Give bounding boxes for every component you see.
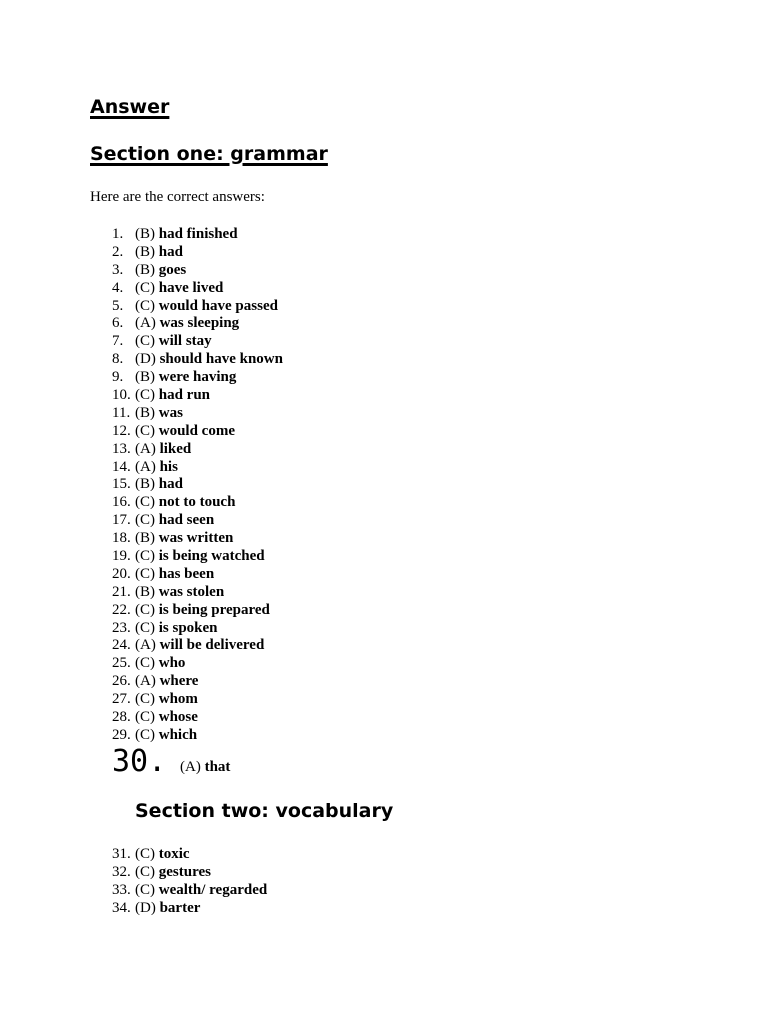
answer-number: 26. bbox=[112, 673, 131, 690]
answer-item bbox=[112, 530, 283, 548]
answer-text: had run bbox=[158, 387, 211, 404]
answer-text: was bbox=[158, 404, 183, 421]
answer-item bbox=[112, 405, 283, 423]
answer-item bbox=[112, 512, 283, 530]
answer-item bbox=[112, 691, 283, 709]
answer-item bbox=[112, 548, 283, 566]
answer-text: had bbox=[158, 476, 183, 493]
answer-choice: (B) bbox=[135, 226, 155, 242]
answer-text: had seen bbox=[158, 512, 215, 529]
answer-item bbox=[112, 602, 283, 620]
answer-choice: (A) bbox=[180, 759, 201, 775]
answer-item bbox=[112, 333, 283, 351]
answer-item bbox=[112, 244, 283, 262]
answer-choice: (C) bbox=[135, 846, 155, 862]
answer-choice: (C) bbox=[135, 387, 155, 404]
answer-choice: (C) bbox=[135, 709, 155, 726]
answer-number: 21. bbox=[112, 583, 131, 600]
answer-text: goes bbox=[158, 261, 187, 278]
answer-number: 5. bbox=[112, 297, 124, 314]
answer-item bbox=[112, 423, 283, 441]
answer-choice: (B) bbox=[135, 369, 155, 386]
answer-choice: (C) bbox=[135, 881, 155, 898]
answer-text: should have known bbox=[159, 351, 283, 368]
answer-number: 29. bbox=[112, 726, 131, 743]
answer-text: that bbox=[204, 759, 231, 775]
answer-choice: (C) bbox=[135, 333, 155, 350]
answer-text: was stolen bbox=[158, 583, 225, 600]
answer-item bbox=[112, 441, 283, 459]
answer-item bbox=[112, 673, 283, 691]
answer-text: which bbox=[158, 726, 198, 743]
answer-number: 7. bbox=[112, 333, 124, 350]
answer-text: is spoken bbox=[158, 619, 218, 636]
answer-choice: (B) bbox=[135, 476, 155, 493]
answer-choice: (C) bbox=[135, 297, 155, 314]
answer-number: 32. bbox=[112, 863, 131, 880]
answer-text: will stay bbox=[158, 333, 212, 350]
answer-item bbox=[112, 655, 283, 673]
answer-number: 14. bbox=[112, 458, 131, 475]
answer-item bbox=[112, 262, 283, 280]
answer-number: 4. bbox=[112, 279, 124, 296]
answer-text: his bbox=[159, 458, 178, 475]
answer-text: was written bbox=[158, 530, 234, 547]
answer-text: who bbox=[158, 655, 186, 672]
answer-number: 16. bbox=[112, 494, 131, 511]
answer-choice: (C) bbox=[135, 726, 155, 743]
answer-item bbox=[112, 476, 283, 494]
answer-item bbox=[112, 298, 283, 316]
answer-item bbox=[112, 459, 283, 477]
answer-text: not to touch bbox=[158, 494, 236, 511]
answer-item bbox=[112, 709, 283, 727]
answer-text: toxic bbox=[158, 846, 190, 862]
answer-text: had finished bbox=[158, 226, 238, 242]
answer-item bbox=[112, 864, 267, 882]
answer-number: 18. bbox=[112, 530, 131, 547]
answer-text: whose bbox=[158, 709, 198, 726]
answer-choice: (B) bbox=[135, 243, 155, 260]
answer-number: 25. bbox=[112, 655, 131, 672]
answer-number: 31. bbox=[112, 846, 131, 862]
answer-item-30 bbox=[112, 744, 230, 784]
answer-item bbox=[112, 846, 267, 864]
answer-text: where bbox=[159, 673, 199, 690]
answer-choice: (C) bbox=[135, 279, 155, 296]
answer-choice: (C) bbox=[135, 422, 155, 439]
answer-choice: (C) bbox=[135, 548, 155, 565]
answer-item bbox=[112, 369, 283, 387]
answer-choice: (B) bbox=[135, 261, 155, 278]
section-one-answer-list bbox=[112, 226, 283, 745]
answer-text: wealth/ regarded bbox=[158, 881, 268, 898]
answer-number: 23. bbox=[112, 619, 131, 636]
answer-choice: (D) bbox=[135, 351, 156, 368]
answer-number: 11. bbox=[112, 404, 131, 421]
answer-item bbox=[112, 351, 283, 369]
answer-choice: (C) bbox=[135, 494, 155, 511]
answer-choice: (A) bbox=[135, 440, 156, 457]
answer-text: liked bbox=[159, 440, 192, 457]
section-two-answer-list bbox=[112, 846, 267, 918]
answer-text: would have passed bbox=[158, 297, 278, 314]
answer-number: 10. bbox=[112, 387, 131, 404]
answer-number: 28. bbox=[112, 709, 131, 726]
answer-choice: (C) bbox=[135, 619, 155, 636]
answer-text: will be delivered bbox=[159, 637, 265, 654]
answer-number: 19. bbox=[112, 548, 131, 565]
answer-item bbox=[112, 900, 267, 918]
answer-item bbox=[112, 584, 283, 602]
answer-number: 8. bbox=[112, 351, 124, 368]
answer-item bbox=[112, 727, 283, 745]
answer-heading: Answer bbox=[90, 96, 170, 118]
answer-text: were having bbox=[158, 369, 237, 386]
answer-choice: (B) bbox=[135, 404, 155, 421]
answer-text: whom bbox=[158, 691, 198, 708]
answer-number: 30. bbox=[112, 744, 167, 779]
answer-number: 34. bbox=[112, 899, 131, 916]
answer-text: has been bbox=[158, 565, 215, 582]
answer-choice: (A) bbox=[135, 458, 156, 475]
answer-text: was sleeping bbox=[159, 315, 240, 332]
section-two-title: Section two: vocabulary bbox=[135, 800, 394, 822]
answer-number: 3. bbox=[112, 261, 124, 278]
answer-choice: (D) bbox=[135, 899, 156, 916]
answer-item bbox=[112, 315, 283, 333]
answer-text: is being prepared bbox=[158, 601, 270, 618]
answer-number: 15. bbox=[112, 476, 131, 493]
answer-text: had bbox=[158, 243, 183, 260]
answer-item bbox=[112, 226, 283, 244]
section-one-title: Section one: grammar bbox=[90, 143, 328, 165]
answer-text: is being watched bbox=[158, 548, 265, 565]
answer-item bbox=[112, 566, 283, 584]
answer-choice: (A) bbox=[135, 315, 156, 332]
answer-item bbox=[112, 882, 267, 900]
answer-choice: (C) bbox=[135, 863, 155, 880]
answer-number: 20. bbox=[112, 565, 131, 582]
answer-number: 13. bbox=[112, 440, 131, 457]
answer-item bbox=[112, 494, 283, 512]
intro-text: Here are the correct answers: bbox=[90, 189, 265, 205]
answer-choice: (C) bbox=[135, 601, 155, 618]
answer-number: 12. bbox=[112, 422, 131, 439]
answer-item bbox=[112, 280, 283, 298]
answer-choice: (B) bbox=[135, 583, 155, 600]
answer-choice: (A) bbox=[135, 637, 156, 654]
answer-number: 17. bbox=[112, 512, 131, 529]
answer-number: 6. bbox=[112, 315, 124, 332]
answer-number: 27. bbox=[112, 691, 131, 708]
answer-number: 1. bbox=[112, 226, 124, 242]
answer-item bbox=[112, 620, 283, 638]
answer-choice: (B) bbox=[135, 530, 155, 547]
answer-text: gestures bbox=[158, 863, 211, 880]
answer-text: would come bbox=[158, 422, 235, 439]
answer-choice: (C) bbox=[135, 565, 155, 582]
answer-choice: (C) bbox=[135, 655, 155, 672]
answer-number: 2. bbox=[112, 243, 124, 260]
answer-item bbox=[112, 387, 283, 405]
answer-number: 24. bbox=[112, 637, 131, 654]
answer-text: barter bbox=[159, 899, 201, 916]
answer-number: 33. bbox=[112, 881, 131, 898]
answer-choice: (C) bbox=[135, 512, 155, 529]
answer-choice: (A) bbox=[135, 673, 156, 690]
answer-choice: (C) bbox=[135, 691, 155, 708]
answer-text: have lived bbox=[158, 279, 224, 296]
answer-item bbox=[112, 637, 283, 655]
answer-number: 22. bbox=[112, 601, 131, 618]
answer-number: 9. bbox=[112, 369, 124, 386]
